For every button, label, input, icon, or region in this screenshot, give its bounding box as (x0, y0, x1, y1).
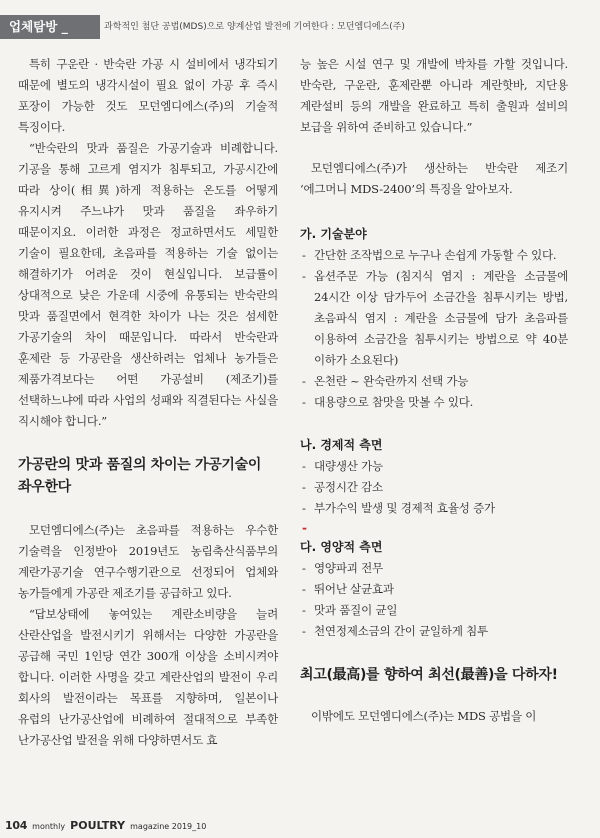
left-paragraph-1: 특히 구운란 · 반숙란 가공 시 설비에서 냉각되기 때문에 별도의 냉각시설이 필요 없이 가공 후 즉시 포장이 가능한 것도 모던엠디에스(주)의 기술적 특징이다. (18, 57, 278, 134)
right-paragraph-1: 능 높은 시설 연구 및 개발에 박차를 가할 것입니다. 반숙란, 구운란, 훈제란뿐 아니라 계란핫바, 지단용 계란설비 등의 개발을 완료하고 특히 출원과 설비의 보급을 위하여 준비하고 있습니다.” (300, 57, 568, 134)
red-dash-mark: - (302, 521, 307, 535)
list-item: - 공정시간 감소 (300, 477, 568, 498)
right-paragraph-2: 모던엠디에스(주)가 생산하는 반숙란 제조기 ‘에그머니 MDS-2400’의 특징을 알아보자. (300, 161, 568, 196)
nutrition-heading: 다. 영양적 측면 (300, 540, 383, 554)
list-item: - 뛰어난 살균효과 (300, 579, 568, 600)
spacer (300, 642, 568, 664)
magazine-issue: magazine 2019_10 (130, 822, 207, 831)
page-header (0, 15, 600, 39)
magazine-title: POULTRY (70, 819, 126, 832)
magazine-monthly: monthly (32, 822, 66, 831)
list-item: - 맛과 품질이 균일 (300, 600, 568, 621)
tech-list (300, 245, 568, 413)
left-paragraph-2: “반숙란의 맛과 품질은 가공기술과 비례합니다. 기공을 통해 고르게 염지가 침투되고, 가공시간에 따라 상이(相異)하게 적용하는 온도를 어떻게 유지시켜 주느냐가 맛과 품질을 좌우하기 때문이지요. 이러한 과정은 정교하면서도 세밀한 기술이 필요한데, 초음파를 적용하는 기술 없이는 해결하기가 어려운 것이 현실입니다. 보급률이 상대적으로 낮은 가운데 시중에 유통되는 반숙란의 맛과 품질면에서 현격한 차이가 나는 것은 섬세한 가공기술의 차이 때문입니다. 따라서 반숙란과 훈제란 등 가공란을 생산하려는 업체나 농가들은 제품가격보다는 어떤 가공설비 (제조기)를 선택하느냐에 따라 사업의 성패와 직결된다는 사실을 직시해야 합니다.” (18, 141, 278, 428)
list-item: - 온천란 ~ 완숙란까지 선택 가능 (300, 371, 568, 392)
left-paragraph-3: 모던엠디에스(주)는 초음파를 적용하는 우수한 기술력을 인정받아 2019년도 농림축산식품부의 계란가공기술 연구수행기관으로 선정되어 업체와 농가들에게 가공란 제조기를 공급하고 있다. (18, 523, 278, 600)
list-item: - 부가수익 발생 및 경제적 효율성 증가 (300, 498, 568, 519)
spacer (18, 498, 278, 520)
spacer (18, 432, 278, 454)
nutrition-list (300, 558, 568, 642)
list-item: - 간단한 조작법으로 누구나 손쉽게 가동할 수 있다. (300, 245, 568, 266)
page-number: 104 (5, 819, 28, 832)
list-item: - 옵션주문 가능 (침지식 염지 : 계란을 소금물에 24시간 이상 담가두어 소금간을 침투시키는 방법, 초음파식 염지 : 계란을 소금물에 담가 초음파를 이용하여 소금간을 침투시키는 방법으로 약 40분 이하가 소요된다) (300, 266, 568, 371)
section-heading-quality: 가공란의 맛과 품질의 차이는 가공기술이 좌우한다 (18, 457, 262, 495)
right-paragraph-3: 이밖에도 모던엠디에스(주)는 MDS 공법을 이 (311, 709, 537, 723)
econ-heading: 나. 경제적 측면 (300, 438, 383, 452)
spacer (300, 686, 568, 706)
right-column (300, 54, 568, 727)
spacer (300, 413, 568, 435)
spacer (300, 200, 568, 224)
list-item: - 대량생산 가능 (300, 456, 568, 477)
list-item: - 대용량으로 참맛을 맛볼 수 있다. (300, 392, 568, 413)
section-heading-best: 최고(最高)를 향하여 최선(最善)을 다하자! (300, 667, 558, 683)
header-caption: 과학적인 첨단 공법(MDS)으로 양계산업 발전에 기여한다 : 모던엠디에스(주) (104, 22, 405, 32)
left-column (18, 54, 278, 751)
spacer (300, 138, 568, 158)
tech-heading: 가. 기술분야 (300, 227, 367, 241)
page-footer (0, 814, 206, 832)
list-item: - 영양파괴 전무 (300, 558, 568, 579)
section-tag: 업체탐방 _ (0, 15, 100, 39)
list-item: - 천연정제소금의 간이 균일하게 침투 (300, 621, 568, 642)
left-paragraph-4: “답보상태에 놓여있는 계란소비량을 늘려 산란산업을 발전시키기 위해서는 다양한 가공란을 공급해 국민 1인당 연간 300개 이상을 소비시켜야 합니다. 이러한 사명을 갖고 계란산업의 발전이 우리 회사의 발전이라는 목표를 지향하며, 일본이나 유럽의 난가공산업에 비례하여 절대적으로 부족한 난가공산업 발전을 위해 다양하면서도 효 (18, 607, 278, 747)
econ-list (300, 456, 568, 519)
